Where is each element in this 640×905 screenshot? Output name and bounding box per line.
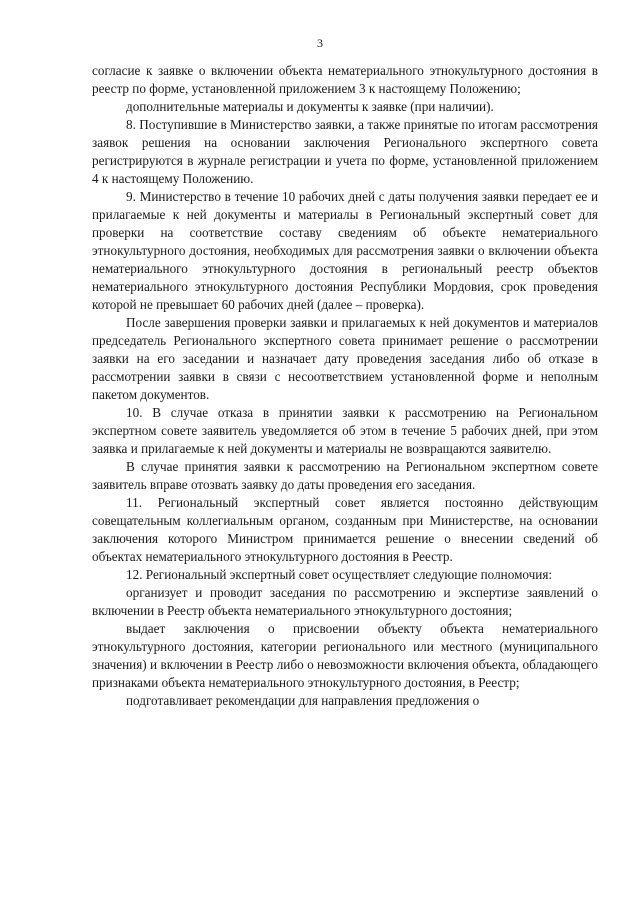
page-number: 3 [317, 36, 323, 50]
paragraph: В случае принятия заявки к рассмотрению на Региональном экспертном совете заявитель вправе отозвать заявку до даты проведения его заседания. [92, 459, 598, 492]
paragraph: подготавливает рекомендации для направления предложения о [126, 693, 480, 708]
document-body [92, 62, 598, 710]
paragraph: 10. В случае отказа в принятии заявки к рассмотрению на Региональном экспертном совете заявитель уведомляется об этом в течение 5 рабочих дней, при этом заявка и прилагаемые к ней документы и материалы не возвращаются заявителю. [92, 405, 598, 456]
paragraph: 9. Министерство в течение 10 рабочих дней с даты получения заявки передает ее и прилагаемые к ней документы и материалы в Региональный экспертный совет для проверки на соответствие составу сведениям об объекте нематериального этнокультурного достояния, необходимых для рассмотрения заявки о включении объекта нематериального этнокультурного достояния в региональный реестр объектов нематериального этнокультурного достояния Республики Мордовия, срок проведения которой не превышает 60 рабочих дней (далее – проверка). [92, 189, 598, 312]
paragraph: 12. Региональный экспертный совет осуществляет следующие полномочия: [126, 567, 553, 582]
paragraph: организует и проводит заседания по рассмотрению и экспертизе заявлений о включении в Реестр объекта нематериального этнокультурного достояния; [92, 585, 598, 618]
paragraph: После завершения проверки заявки и прилагаемых к ней документов и материалов председатель Регионального экспертного совета принимает решение о рассмотрении заявки на его заседании и назначает дату проведения заседания либо об отказе в рассмотрении заявки в связи с несоответствием установленной форме и неполным пакетом документов. [92, 315, 598, 402]
paragraph: 11. Региональный экспертный совет является постоянно действующим совещательным коллегиальным органом, созданным при Министерстве, на основании заключения которого Министром принимается решение о внесении сведений об объектах нематериального этнокультурного достояния в Реестр. [92, 495, 598, 564]
paragraph: дополнительные материалы и документы к заявке (при наличии). [126, 99, 494, 114]
paragraph: согласие к заявке о включении объекта нематериального этнокультурного достояния в реестр по форме, установленной приложением 3 к настоящему Положению; [92, 63, 598, 96]
paragraph: выдает заключения о присвоении объекту объекта нематериального этнокультурного достояния, категории регионального или местного (муниципального значения) и включении в Реестр либо о невозможности включения объекта, обладающего признаками объекта нематериального этнокультурного достояния, в Реестр; [92, 621, 598, 690]
paragraph: 8. Поступившие в Министерство заявки, а также принятые по итогам рассмотрения заявок решения на основании заключения Регионального экспертного совета регистрируются в журнале регистрации и учета по форме, установленной приложением 4 к настоящему Положению. [92, 117, 598, 186]
